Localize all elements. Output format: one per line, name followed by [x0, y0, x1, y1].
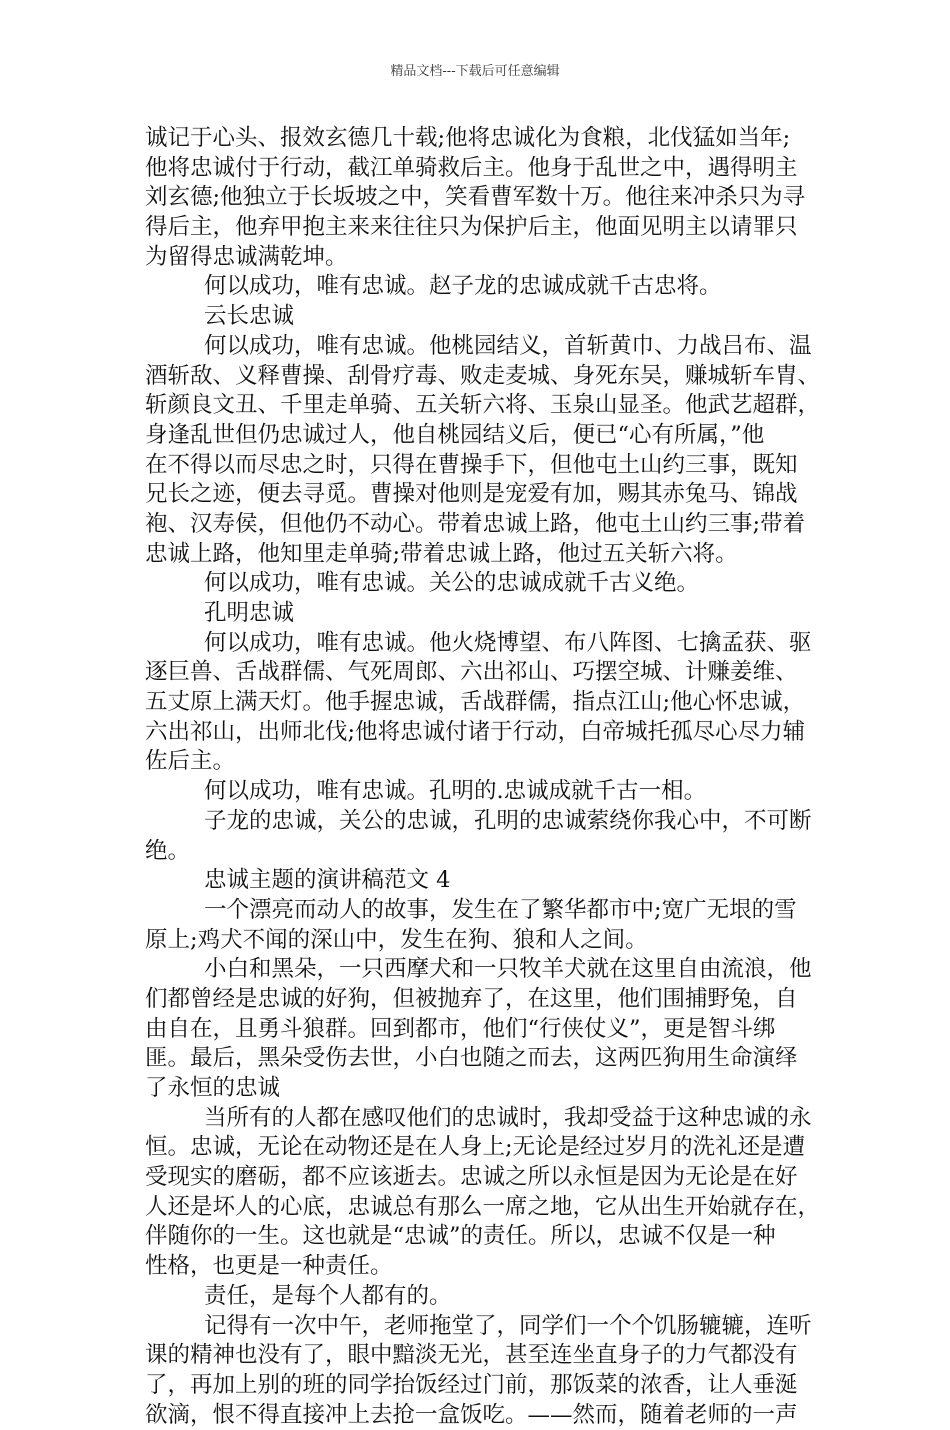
text-line: 恒。忠诚，无论在动物还是在人身上;无论是经过岁月的洗礼还是遭 [145, 1134, 806, 1161]
text-line: 子龙的忠诚，关公的忠诚，孔明的忠诚萦绕你我心中，不可断 [204, 807, 812, 834]
text-line: 受现实的磨砺，都不应该逝去。忠诚之所以永恒是因为无论是在好 [145, 1164, 798, 1191]
text-line: 袍、汉寿侯，但他仍不动心。带着忠诚上路，他屯土山约三事;带着 [145, 510, 806, 537]
text-line: 由自在，且勇斗狼群。回到都市，他们“行侠仗义”，更是智斗绑 [145, 1015, 776, 1042]
text-line: 佐后主。 [145, 748, 236, 775]
document-body [145, 124, 835, 1430]
text-line: 何以成功，唯有忠诚。他火烧博望、布八阵图、七擒孟获、驱 [204, 629, 812, 656]
text-line: 酒斩敌、义释曹操、刮骨疗毒、败走麦城、身死东吴，赚城斩车胄、 [145, 362, 821, 389]
text-line: 何以成功，唯有忠诚。赵子龙的忠诚成就千古忠将。 [204, 273, 722, 300]
text-line: 兄长之迹，便去寻觅。曹操对他则是宠爱有加，赐其赤兔马、锦战 [145, 481, 798, 508]
text-line: 责任，是每个人都有的。 [204, 1282, 452, 1309]
text-line: 斩颜良文丑、千里走单骑、五关斩六将、玉泉山显圣。他武艺超群， [145, 392, 821, 419]
text-line: 小白和黑朵，一只西摩犬和一只牧羊犬就在这里自由流浪，他 [204, 956, 812, 983]
text-line: 忠诚主题的演讲稿范文 4 [204, 867, 451, 894]
text-line: 诚记于心头、报效玄德几十载;他将忠诚化为食粮，北伐猛如当年; [145, 125, 791, 151]
text-line: 课的精神也没有了，眼中黯淡无光，甚至连坐直身子的力气都没有 [145, 1342, 798, 1369]
text-line: 伴随你的一生。这也就是“忠诚”的责任。所以，忠诚不仅是一种 [145, 1223, 776, 1250]
page-header: 精品文档---下载后可任意编辑 [390, 64, 560, 79]
text-line: 性格，也更是一种责任。 [145, 1253, 393, 1280]
text-line: 了，再加上别的班的同学抬饭经过门前，那饭菜的浓香，让人垂涎 [145, 1371, 798, 1398]
text-line: 六出祁山，出师北伐;他将忠诚付诸于行动，白帝城托孤尽心尽力辅 [145, 718, 806, 745]
text-line: 五丈原上满天灯。他手握忠诚，舌战群儒，指点江山;他心怀忠诚， [145, 689, 806, 716]
text-line: 为留得忠诚满乾坤。 [145, 243, 348, 270]
text-line: 忠诚上路，他知里走单骑;带着忠诚上路，他过五关斩六将。 [145, 540, 738, 567]
text-line: 他将忠诚付于行动，截江单骑救后主。他身于乱世之中，遇得明主 [145, 154, 798, 181]
text-line: 当所有的人都在感叹他们的忠诚时，我却受益于这种忠诚的永 [204, 1104, 812, 1131]
text-line: 绝。 [145, 837, 191, 864]
text-line: 欲滴，恨不得直接冲上去抢一盒饭吃。——然而，随着老师的一声 [145, 1401, 798, 1428]
text-line: 人还是坏人的心底，忠诚总有那么一席之地，它从出生开始就存在， [145, 1193, 821, 1220]
text-line: 孔明忠诚 [204, 600, 295, 626]
text-line: 在不得以而尽忠之时，只得在曹操手下，但他屯土山约三事，既知 [145, 451, 798, 478]
text-line: 了永恒的忠诚 [145, 1075, 281, 1101]
text-line: 一个漂亮而动人的故事，发生在了繁华都市中;宽广无垠的雪 [204, 896, 797, 923]
text-line: 何以成功，唯有忠诚。他桃园结义，首斩黄巾、力战吕布、温 [204, 332, 812, 359]
text-line: 逐巨兽、舌战群儒、气死周郎、六出祁山、巧摆空城、计赚姜维、 [145, 659, 798, 686]
text-line: 云长忠诚 [204, 303, 295, 330]
text-line: 何以成功，唯有忠诚。孔明的.忠诚成就千古一相。 [204, 778, 707, 805]
text-line: 刘玄德;他独立于长坂坡之中，笑看曹军数十万。他往来冲杀只为寻 [145, 184, 806, 211]
text-line: 身逢乱世但仍忠诚过人，他自桃园结义后，便已“心有所属，”他 [145, 421, 765, 448]
text-line: 记得有一次中午，老师拖堂了，同学们一个个饥肠辘辘，连听 [204, 1312, 812, 1339]
text-line: 们都曾经是忠诚的好狗，但被抛弃了，在这里，他们围捕野兔，自 [145, 985, 798, 1012]
text-line: 得后主，他弃甲抱主来来往往只为保护后主，他面见明主以请罪只 [145, 214, 798, 241]
text-line: 匪。最后，黑朵受伤去世，小白也随之而去，这两匹狗用生命演绎 [145, 1045, 798, 1072]
text-line: 何以成功，唯有忠诚。关公的忠诚成就千古义绝。 [204, 570, 700, 597]
text-line: 原上;鸡犬不闻的深山中，发生在狗、狼和人之间。 [145, 926, 648, 953]
